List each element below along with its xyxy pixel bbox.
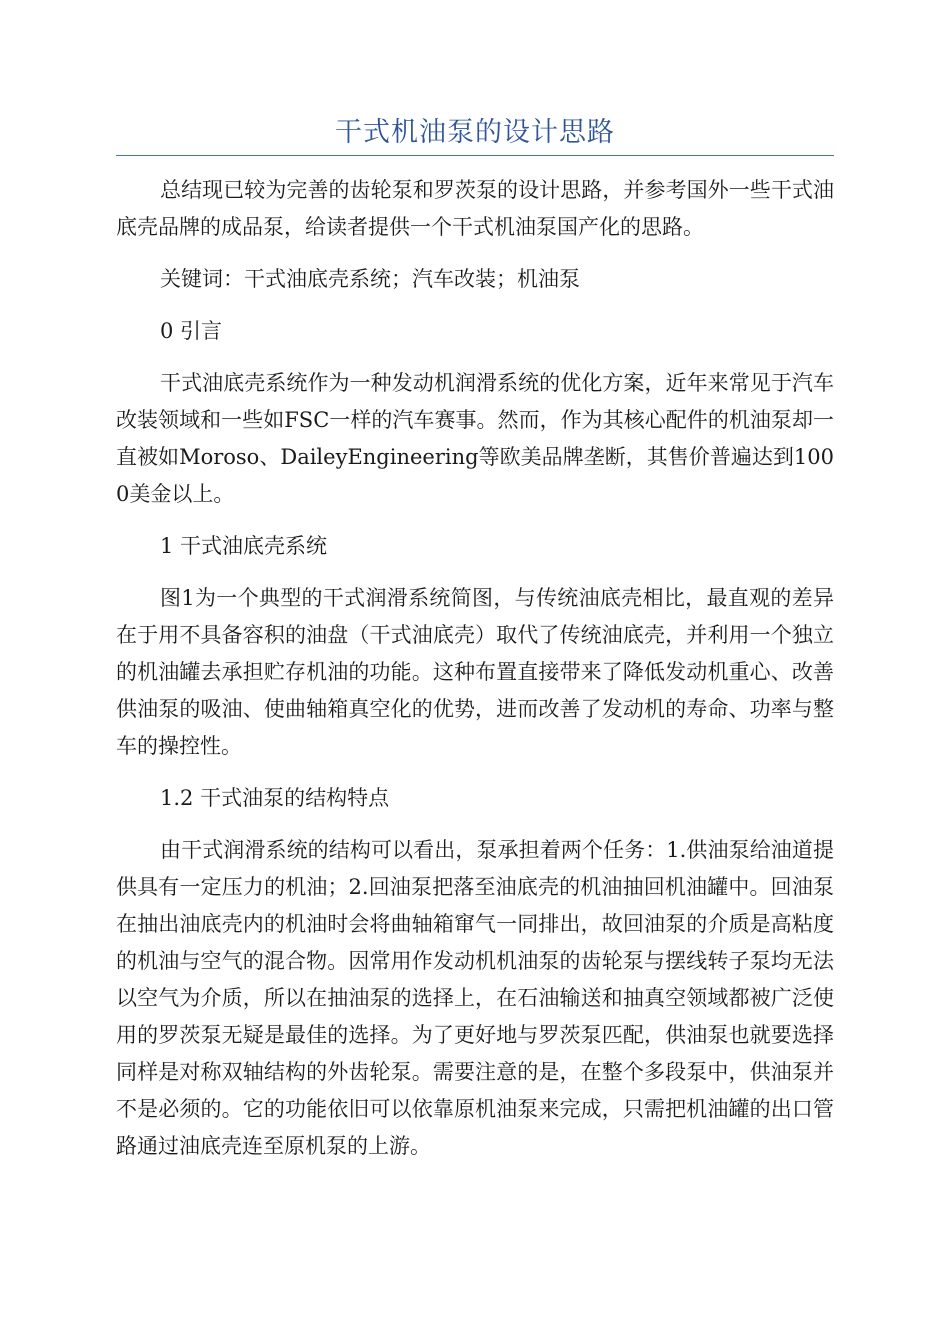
dry-sump-system-paragraph: 图1为一个典型的干式润滑系统简图，与传统油底壳相比，最直观的差异在于用不具备容积的油盘（干式油底壳）取代了传统油底壳，并利用一个独立的机油罐去承担贮存机油的功能。这种布置直接带来了降低发动机重心、改善供油泵的吸油、使曲轴箱真空化的优势，进而改善了发动机的寿命、功率与整车的操控性。: [116, 586, 834, 758]
abstract-paragraph: 总结现已较为完善的齿轮泵和罗茨泵的设计思路，并参考国外一些干式油底壳品牌的成品泵，给读者提供一个干式机油泵国产化的思路。: [116, 178, 834, 239]
pump-structure-paragraph: 由干式润滑系统的结构可以看出，泵承担着两个任务：1.供油泵给油道提供具有一定压力的机油；2.回油泵把落至油底壳的机油抽回机油罐中。回油泵在抽出油底壳内的机油时会将曲轴箱窜气一同排出，故回油泵的介质是高粘度的机油与空气的混合物。因常用作发动机机油泵的齿轮泵与摆线转子泵均无法以空气为介质，所以在抽油泵的选择上，在石油输送和抽真空领域都被广泛使用的罗茨泵无疑是最佳的选择。为了更好地与罗茨泵匹配，供油泵也就要选择同样是对称双轴结构的外齿轮泵。需要注意的是，在整个多段泵中，供油泵并不是必须的。它的功能依旧可以依靠原机油泵来完成，只需把机油罐的出口管路通过油底壳连至原机泵的上游。: [116, 838, 834, 1158]
section-heading-introduction: 0 引言: [160, 319, 223, 343]
title-underline: [116, 155, 834, 156]
section-heading-pump-structure: 1.2 干式油泵的结构特点: [160, 786, 390, 810]
introduction-paragraph: 干式油底壳系统作为一种发动机润滑系统的优化方案，近年来常见于汽车改装领域和一些如FSC一样的汽车赛事。然而，作为其核心配件的机油泵却一直被如Moroso、DaileyEngineering等欧美品牌垄断，其售价普遍达到1000美金以上。: [116, 371, 834, 506]
keywords-line: 关键词：干式油底壳系统；汽车改装；机油泵: [160, 267, 580, 291]
document-title: 干式机油泵的设计思路: [335, 117, 615, 148]
section-heading-dry-sump-system: 1 干式油底壳系统: [160, 534, 328, 558]
